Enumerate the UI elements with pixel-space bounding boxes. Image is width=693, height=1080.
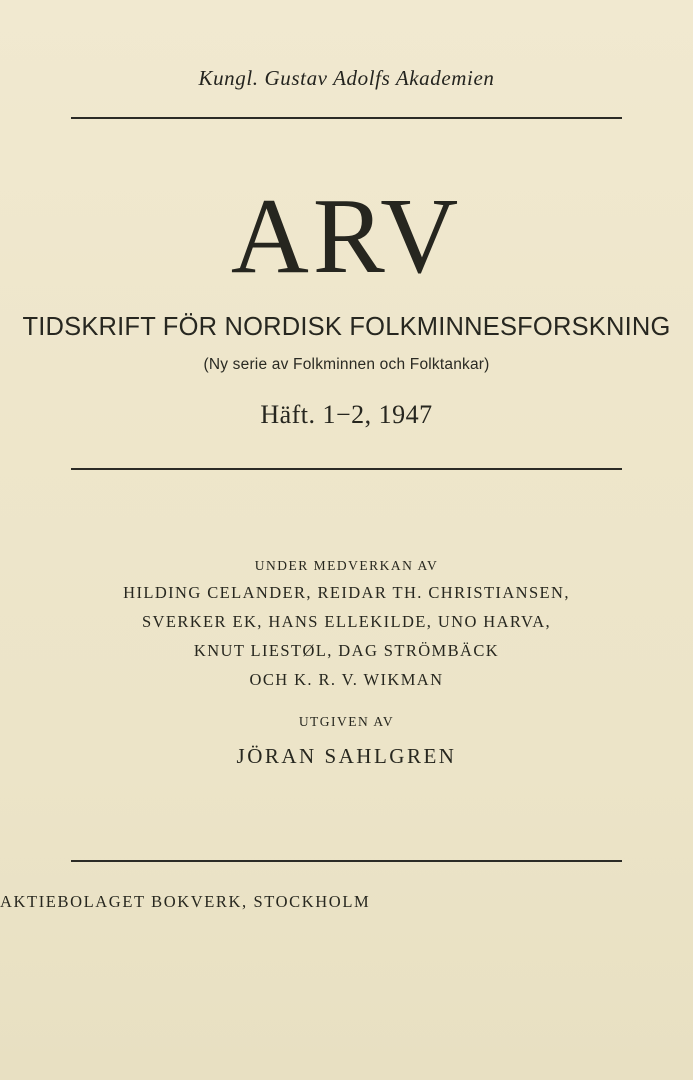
contributor-line: HILDING CELANDER, REIDAR TH. CHRISTIANSEN, <box>123 583 570 602</box>
divider-rule-top <box>71 117 622 119</box>
divider-rule-bottom <box>71 860 622 862</box>
journal-subtitle: TIDSKRIFT FÖR NORDISK FOLKMINNESFORSKNING <box>22 313 671 341</box>
society-name: Kungl. Gustav Adolfs Akademien <box>198 66 495 90</box>
journal-title: ARV <box>230 177 463 296</box>
credits-block <box>0 558 693 769</box>
divider-rule-middle <box>71 468 622 470</box>
contribution-label: UNDER MEDVERKAN AV <box>254 558 439 573</box>
issue-designation: Häft. 1−2, 1947 <box>260 400 433 429</box>
publisher-imprint: AKTIEBOLAGET BOKVERK, STOCKHOLM <box>0 892 371 911</box>
contributor-line: SVERKER EK, HANS ELLEKILDE, UNO HARVA, <box>141 612 552 631</box>
contributor-line: OCH K. R. V. WIKMAN <box>249 670 444 689</box>
journal-subtitle-parenthetical: (Ny serie av Folkminnen och Folktankar) <box>203 356 490 373</box>
contributor-line: KNUT LIESTØL, DAG STRÖMBÄCK <box>193 641 500 660</box>
imprint-block <box>0 860 693 912</box>
published-by-label: UTGIVEN AV <box>298 714 395 729</box>
editor-name: JÖRAN SAHLGREN <box>236 744 457 768</box>
